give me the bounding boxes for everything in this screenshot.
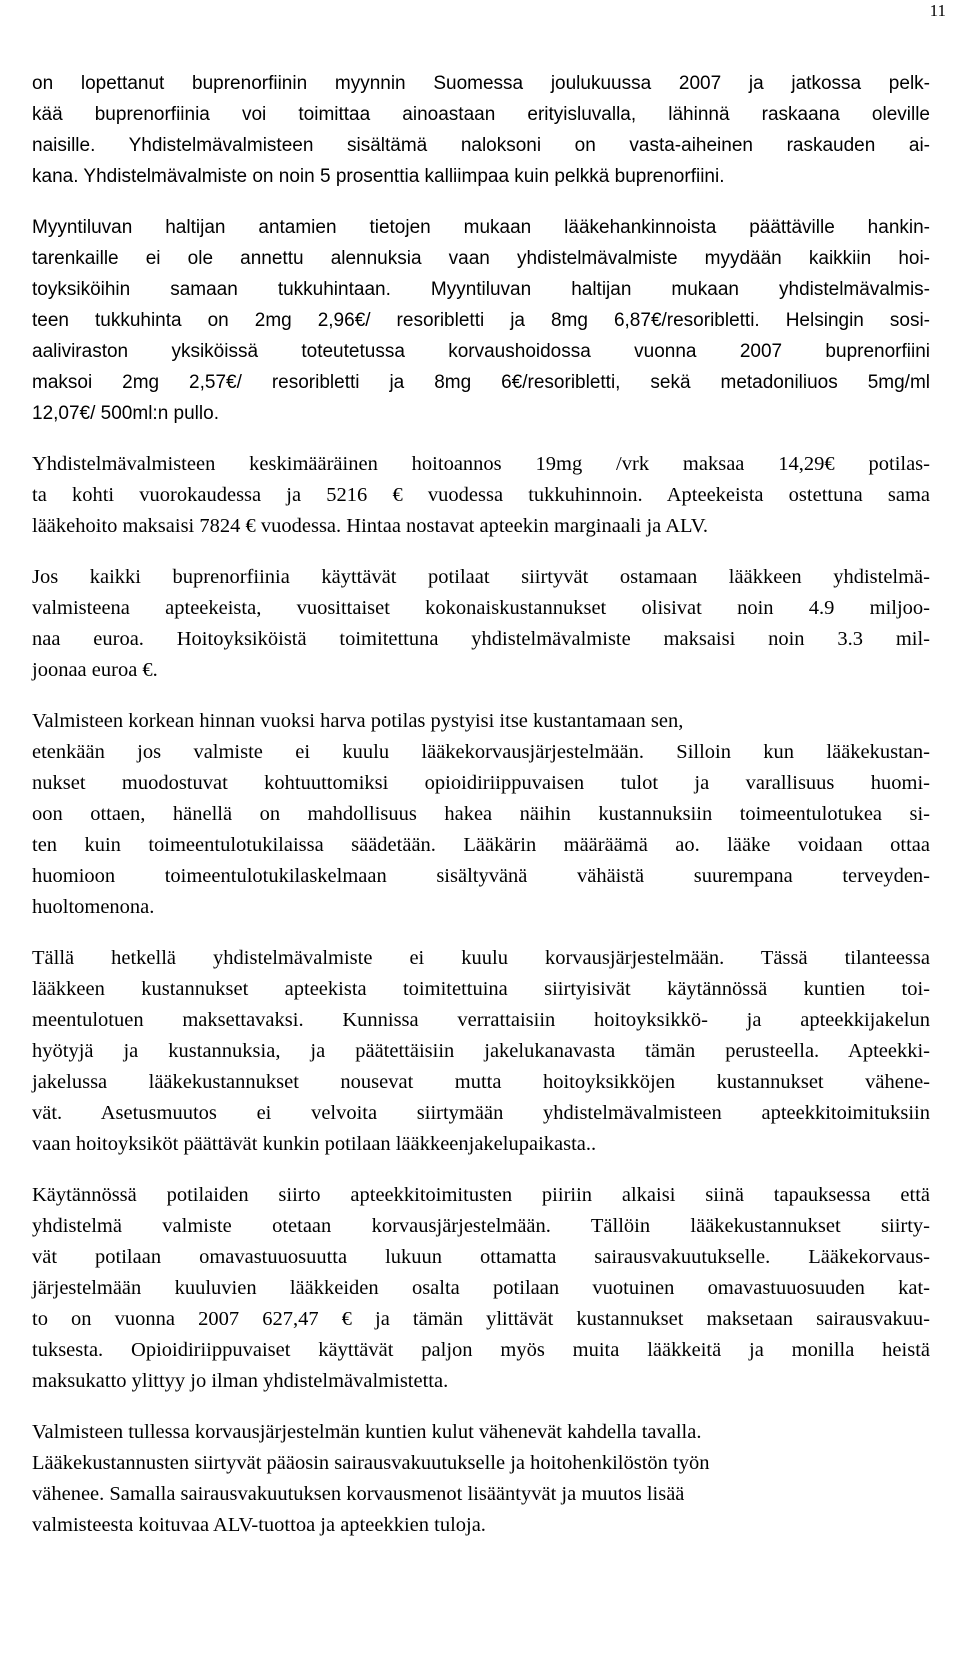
text-line: yhdistelmä valmiste otetaan korvausjärjestelmään. Tällöin lääkekustannukset siirty-	[32, 1215, 930, 1237]
text-line: huomioon toimeentulotukilaskelmaan sisältyvänä vähäistä suurempana terveyden-	[32, 865, 930, 887]
paragraph	[32, 449, 930, 542]
text-line: joonaa euroa €.	[32, 659, 158, 681]
text-line: vät. Asetusmuutos ei velvoita siirtymään yhdistelmävalmisteen apteekkitoimituksiin	[32, 1102, 930, 1124]
text-line: Myyntiluvan haltijan antamien tietojen mukaan lääkehankinnoista päättäville hankin-	[32, 217, 930, 238]
text-line: tarenkaille ei ole annettu alennuksia vaan yhdistelmävalmiste myydään kaikkiin hoi-	[32, 248, 930, 269]
text-line: meentulotuen maksettavaksi. Kunnissa verrattaisiin hoitoyksikkö- ja apteekkijakelun	[32, 1009, 930, 1031]
text-line: valmisteesta koituvaa ALV-tuottoa ja apteekkien tuloja.	[32, 1514, 486, 1536]
text-line: Käytännössä potilaiden siirto apteekkitoimitusten piiriin alkaisi siinä tapauksessa että	[32, 1184, 930, 1206]
text-line: kää buprenorfiinia voi toimittaa ainoastaan erityisluvalla, lähinnä raskaana oleville	[32, 104, 930, 125]
text-line: 12,07€/ 500ml:n pullo.	[32, 403, 219, 424]
text-line: Tällä hetkellä yhdistelmävalmiste ei kuulu korvausjärjestelmään. Tässä tilanteessa	[32, 947, 930, 969]
text-line: aaliviraston yksiköissä toteutetussa korvaushoidossa vuonna 2007 buprenorfiini	[32, 341, 930, 362]
text-line: naa euroa. Hoitoyksiköistä toimitettuna yhdistelmävalmiste maksaisi noin 3.3 mil-	[32, 628, 930, 650]
paragraph	[32, 1417, 930, 1541]
text-line: maksukatto ylittyy jo ilman yhdistelmävalmistetta.	[32, 1370, 449, 1392]
text-line: ta kohti vuorokaudessa ja 5216 € vuodessa tukkuhinnoin. Apteekeista ostettuna sama	[32, 484, 930, 506]
text-line: toyksiköihin samaan tukkuhintaan. Myyntiluvan haltijan mukaan yhdistelmävalmis-	[32, 279, 930, 300]
text-line: vaan hoitoyksiköt päättävät kunkin potilaan lääkkeenjakelupaikasta..	[32, 1133, 597, 1155]
paragraph	[32, 943, 930, 1160]
text-line: valmisteena apteekeista, vuosittaiset kokonaiskustannukset olisivat noin 4.9 miljoo-	[32, 597, 930, 619]
text-line: nukset muodostuvat kohtuuttomiksi opioidiriippuvaisen tulot ja varallisuus huomi-	[32, 772, 930, 794]
text-line: lääkkeen kustannukset apteekista toimitettuina siirtyisivät käytännössä kuntien toi-	[32, 978, 930, 1000]
paragraph	[32, 562, 930, 686]
text-line: ten kuin toimeentulotukilaissa säädetään. Lääkärin määräämä ao. lääke voidaan ottaa	[32, 834, 930, 856]
text-line: on lopettanut buprenorfiinin myynnin Suomessa joulukuussa 2007 ja jatkossa pelk-	[32, 73, 930, 94]
text-line: Valmisteen korkean hinnan vuoksi harva potilas pystyisi itse kustantamaan sen,	[32, 710, 684, 732]
text-line: Jos kaikki buprenorfiinia käyttävät potilaat siirtyvät ostamaan lääkkeen yhdistelmä-	[32, 566, 930, 588]
text-line: oon ottaen, hänellä on mahdollisuus hakea näihin kustannuksiin toimeentulotukea si-	[32, 803, 930, 825]
text-line: Yhdistelmävalmisteen keskimääräinen hoitoannos 19mg /vrk maksaa 14,29€ potilas-	[32, 453, 930, 475]
text-line: naisille. Yhdistelmävalmisteen sisältämä naloksoni on vasta-aiheinen raskauden ai-	[32, 135, 930, 156]
text-line: huoltomenona.	[32, 896, 155, 918]
text-line: to on vuonna 2007 627,47 € ja tämän ylittävät kustannukset maksetaan sairausvakuu-	[32, 1308, 930, 1330]
paragraph	[32, 1180, 930, 1397]
text-line: maksoi 2mg 2,57€/ resoribletti ja 8mg 6€/resoribletti, sekä metadoniliuos 5mg/ml	[32, 372, 930, 393]
text-line: tuksesta. Opioidiriippuvaiset käyttävät paljon myös muita lääkkeitä ja monilla heistä	[32, 1339, 930, 1361]
text-line: Lääkekustannusten siirtyvät pääosin sairausvakuutukselle ja hoitohenkilöstön työn	[32, 1452, 710, 1474]
paragraph	[32, 68, 930, 192]
text-line: kana. Yhdistelmävalmiste on noin 5 prosenttia kalliimpaa kuin pelkkä buprenorfiini.	[32, 166, 725, 187]
text-line: vähenee. Samalla sairausvakuutuksen korvausmenot lisääntyvät ja muutos lisää	[32, 1483, 685, 1505]
text-line: Valmisteen tullessa korvausjärjestelmän kuntien kulut vähenevät kahdella tavalla.	[32, 1421, 702, 1443]
paragraph	[32, 212, 930, 429]
paragraph	[32, 706, 930, 923]
text-line: vät potilaan omavastuuosuutta lukuun ottamatta sairausvakuutukselle. Lääkekorvaus-	[32, 1246, 930, 1268]
text-line: hyötyjä ja kustannuksia, ja päätettäisiin jakelukanavasta tämän perusteella. Apteekki-	[32, 1040, 930, 1062]
page-number: 11	[929, 1, 946, 20]
document-body	[32, 68, 930, 1541]
text-line: järjestelmään kuuluvien lääkkeiden osalta potilaan vuotuinen omavastuuosuuden kat-	[32, 1277, 930, 1299]
text-line: jakelussa lääkekustannukset nousevat mutta hoitoyksikköjen kustannukset vähene-	[32, 1071, 930, 1093]
text-line: teen tukkuhinta on 2mg 2,96€/ resoribletti ja 8mg 6,87€/resoribletti. Helsingin sosi-	[32, 310, 930, 331]
text-line: etenkään jos valmiste ei kuulu lääkekorvausjärjestelmään. Silloin kun lääkekustan-	[32, 741, 930, 763]
text-line: lääkehoito maksaisi 7824 € vuodessa. Hintaa nostavat apteekin marginaali ja ALV.	[32, 515, 708, 537]
